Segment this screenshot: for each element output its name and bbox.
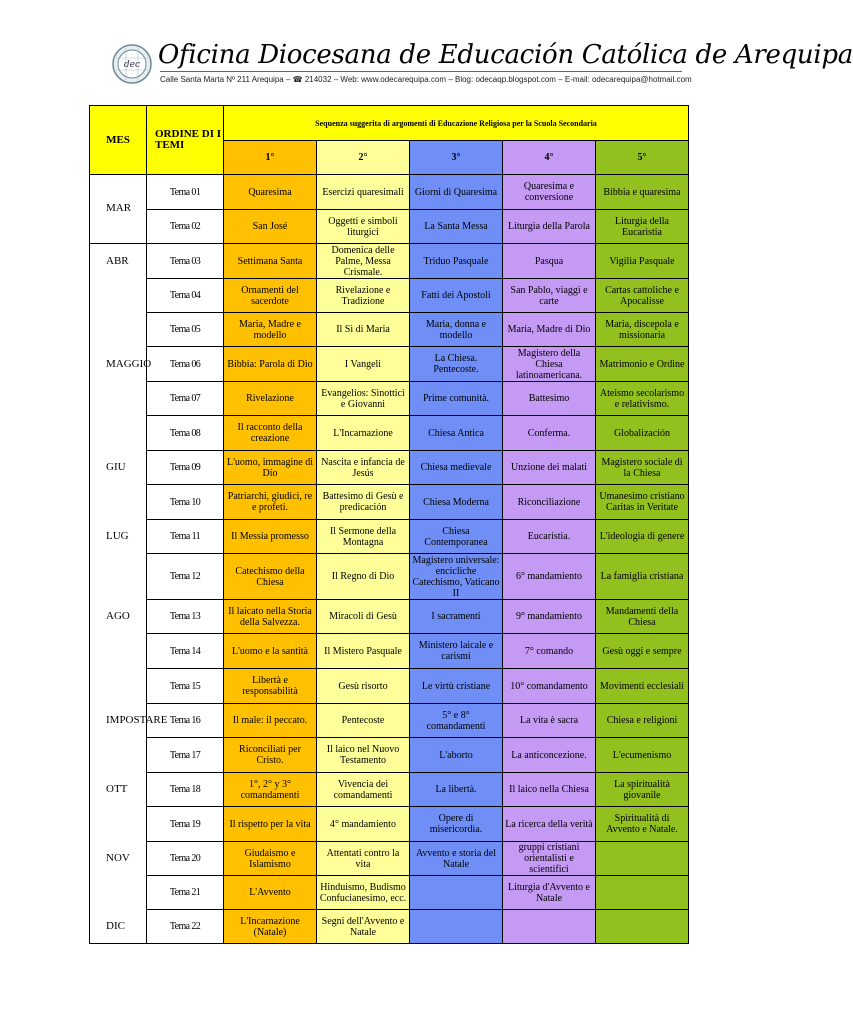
topic-cell-grade-2: 4° mandamiento [317,807,410,842]
topic-cell-grade-3: L'aborto [410,738,503,773]
topic-cell-grade-3: Le virtù cristiane [410,669,503,704]
table-row [90,634,689,669]
sequence-header: Sequenza suggerita di argomenti di Educazione Religiosa per la Scuola Secondaria [224,106,689,141]
topic-cell-grade-3: Prime comunità. [410,382,503,416]
topic-cell-grade-5: Maria, discepola e missionaria [596,313,689,347]
topic-cell-grade-4: gruppi cristiani orientalisti e scientifici [503,842,596,876]
topic-cell-grade-3: La libertà. [410,773,503,807]
topic-cell-grade-3: La Chiesa. Pentecoste. [410,347,503,382]
topic-cell-grade-2: Il Sermone della Montagna [317,520,410,554]
topic-cell-grade-3: Magistero universale: encicliche Catechismo, Vaticano II [410,554,503,600]
table-row [90,175,689,210]
topic-cell-grade-5: Umanesimo cristiano Caritas in Veritate [596,485,689,520]
table-row [90,738,689,773]
topic-cell-grade-5: Bibbia e quaresima [596,175,689,210]
tema-cell: Tema 14 [147,634,224,669]
topic-cell-grade-1: Libertà e responsabilità [224,669,317,704]
topic-cell-grade-2: Esercizi quaresimali [317,175,410,210]
month-label: GIU [106,461,126,473]
topic-cell-grade-1: Il racconto della creazione [224,416,317,451]
tema-cell: Tema 03 [147,244,224,279]
table-row [90,842,689,876]
tema-cell: Tema 22 [147,910,224,944]
tema-cell: Tema 06 [147,347,224,382]
topic-cell-grade-4: 9° mandamiento [503,600,596,634]
month-label: ABR [106,254,129,267]
topic-cell-grade-1: L'Incarnazione (Natale) [224,910,317,944]
table-row [90,210,689,244]
month-label: MAGGIO [106,357,152,370]
table-row [90,520,689,554]
topic-cell-grade-5: Magistero sociale di la Chiesa [596,451,689,485]
odec-logo-icon [112,44,152,84]
table-row [90,876,689,910]
topic-cell-grade-5: Chiesa e religioni [596,704,689,738]
contact-line: Calle Santa Marta Nº 211 Arequipa – ☎ 214032 – Web: www.odecarequipa.com – Blog: odecaqp.blogspot.com – E-mail: odecarequipa@hotmail.com [160,75,692,84]
topic-cell-grade-3: Triduo Pasquale [410,244,503,279]
table-row [90,347,689,382]
topic-cell-grade-4: Pasqua [503,244,596,279]
topic-cell-grade-5: Liturgia della Eucaristia [596,210,689,244]
topic-cell-grade-4: La ricerca della verità [503,807,596,842]
topic-cell-grade-4: Riconciliazione [503,485,596,520]
topic-cell-grade-2: Rivelazione e Tradizione [317,279,410,313]
mes-header: MES [90,106,147,175]
office-title: Oficina Diocesana de Educación Católica de Arequipa [158,40,853,70]
month-label: AGO [106,610,130,622]
table-row [90,669,689,704]
topic-cell-grade-3: La Santa Messa [410,210,503,244]
topic-cell-grade-3: 5° e 8° comandamenti [410,704,503,738]
table-row [90,382,689,416]
topic-cell-grade-1: Il male: il peccato. [224,704,317,738]
topic-cell-grade-4: Liturgia della Parola [503,210,596,244]
grade-4-header: 4° [503,141,596,175]
topic-cell-grade-4: La anticoncezione. [503,738,596,773]
tema-cell: Tema 01 [147,175,224,210]
topic-cell-grade-2: Miracoli di Gesù [317,600,410,634]
topic-cell-grade-1: San José [224,210,317,244]
topic-cell-grade-2: Il Mistero Pasquale [317,634,410,669]
topic-cell-grade-2: I Vangeli [317,347,410,382]
month-label: LUG [106,530,129,542]
topic-cell-grade-3: Fatti dei Apostoli [410,279,503,313]
table-row [90,704,689,738]
topic-cell-grade-1: Rivelazione [224,382,317,416]
month-label: NOV [106,852,130,864]
topic-cell-grade-4: Maria, Madre di Dio [503,313,596,347]
topic-cell-grade-5: La spiritualità giovanile [596,773,689,807]
topic-cell-grade-3: Opere di misericordia. [410,807,503,842]
topic-cell-grade-4: Il laico nella Chiesa [503,773,596,807]
table-row [90,773,689,807]
topic-cell-grade-2: L'Incarnazione [317,416,410,451]
tema-cell: Tema 07 [147,382,224,416]
ordine-header: ORDINE DI I TEMI [147,106,224,175]
topic-cell-grade-3: Avvento e storia del Natale [410,842,503,876]
topic-cell-grade-4: Battesimo [503,382,596,416]
tema-cell: Tema 10 [147,485,224,520]
topic-cell-grade-5: L'ecumenismo [596,738,689,773]
tema-cell: Tema 05 [147,313,224,347]
table-row [90,244,689,279]
topic-cell-grade-3: Chiesa Antica [410,416,503,451]
topic-cell-grade-4: Eucaristia. [503,520,596,554]
tema-cell: Tema 21 [147,876,224,910]
tema-cell: Tema 13 [147,600,224,634]
svg-text:dec: dec [123,60,141,70]
topic-cell-grade-1: Riconciliati per Cristo. [224,738,317,773]
topic-cell-grade-1: Catechismo della Chiesa [224,554,317,600]
tema-cell: Tema 04 [147,279,224,313]
topic-cell-grade-2: Hinduismo, Budismo Confucianesimo, ecc. [317,876,410,910]
table-row [90,807,689,842]
grade-5-header: 5° [596,141,689,175]
tema-cell: Tema 20 [147,842,224,876]
table-row [90,451,689,485]
topic-cell-grade-3: Giorni di Quaresima [410,175,503,210]
tema-cell: Tema 19 [147,807,224,842]
topic-cell-grade-2: Oggetti e simboli liturgici [317,210,410,244]
table-row [90,416,689,451]
table-row [90,485,689,520]
table-row [90,554,689,600]
topic-cell-grade-1: Il laicato nella Storia della Salvezza. [224,600,317,634]
tema-cell: Tema 18 [147,773,224,807]
topic-cell-grade-5 [596,876,689,910]
tema-cell: Tema 11 [147,520,224,554]
topic-cell-grade-2: Gesù risorto [317,669,410,704]
table-row [90,279,689,313]
tema-cell: Tema 02 [147,210,224,244]
grade-1-header: 1° [224,141,317,175]
topic-cell-grade-3: Maria, donna e modello [410,313,503,347]
topic-cell-grade-2: Il laico nel Nuovo Testamento [317,738,410,773]
topic-cell-grade-2: Il Regno di Dio [317,554,410,600]
topic-cell-grade-1: Bibbia: Parola di Dio [224,347,317,382]
topic-cell-grade-5: Matrimonio e Ordine [596,347,689,382]
topic-cell-grade-2: Segni dell'Avvento e Natale [317,910,410,944]
month-column-mar [90,175,147,244]
letterhead [112,40,853,92]
tema-cell: Tema 17 [147,738,224,773]
topic-cell-grade-4: 10° comandamento [503,669,596,704]
topic-cell-grade-4: Conferma. [503,416,596,451]
tema-cell: Tema 15 [147,669,224,704]
curriculum-table [89,105,689,944]
grade-2-header: 2° [317,141,410,175]
header-divider [160,71,682,72]
topic-cell-grade-3: Chiesa Moderna [410,485,503,520]
topic-cell-grade-2: Vivencia dei comandamenti [317,773,410,807]
topic-cell-grade-1: Il rispetto per la vita [224,807,317,842]
topic-cell-grade-4: Liturgia d'Avvento e Natale [503,876,596,910]
topic-cell-grade-4: La vita è sacra [503,704,596,738]
topic-cell-grade-2: Attentati contro la vita [317,842,410,876]
topic-cell-grade-4: San Pablo, viaggi e carte [503,279,596,313]
topic-cell-grade-3: Chiesa medievale [410,451,503,485]
topic-cell-grade-1: L'uomo e la santità [224,634,317,669]
month-label: IMPOSTARE [106,714,168,726]
topic-cell-grade-2: Evangelios: Sinottici e Giovanni [317,382,410,416]
topic-cell-grade-5: La famiglia cristiana [596,554,689,600]
topic-cell-grade-2: Battesimo di Gesù e predicación [317,485,410,520]
topic-cell-grade-3: Ministero laicale e carismi [410,634,503,669]
topic-cell-grade-1: Giudaismo e Islamismo [224,842,317,876]
topic-cell-grade-5: Movimenti ecclesiali [596,669,689,704]
topic-cell-grade-1: Ornamenti del sacerdote [224,279,317,313]
tema-cell: Tema 08 [147,416,224,451]
topic-cell-grade-1: 1°, 2° y 3° comandamenti [224,773,317,807]
tema-cell: Tema 12 [147,554,224,600]
topic-cell-grade-2: Nascita e infancia de Jesús [317,451,410,485]
topic-cell-grade-2: Il Sì di Maria [317,313,410,347]
table-row [90,600,689,634]
topic-cell-grade-5: Gesù oggi e sempre [596,634,689,669]
topic-cell-grade-1: Patriarchi, giudici, re e profeti. [224,485,317,520]
month-label: OTT [106,783,128,795]
topic-cell-grade-4: Magistero della Chiesa latinoamericana. [503,347,596,382]
topic-cell-grade-4: Quaresima e conversione [503,175,596,210]
month-column [90,244,168,944]
topic-cell-grade-5: Vigilia Pasquale [596,244,689,279]
topic-cell-grade-5 [596,910,689,944]
topic-cell-grade-3 [410,876,503,910]
topic-cell-grade-4: Unzione dei malati [503,451,596,485]
topic-cell-grade-4 [503,910,596,944]
topic-cell-grade-1: Il Messia promesso [224,520,317,554]
topic-cell-grade-5: Mandamenti della Chiesa [596,600,689,634]
month-label: MAR [106,202,132,214]
topic-cell-grade-1: L'Avvento [224,876,317,910]
grade-3-header: 3° [410,141,503,175]
tema-cell: Tema 16 [147,704,224,738]
topic-cell-grade-5: Spiritualità di Avvento e Natale. [596,807,689,842]
topic-cell-grade-2: Pentecoste [317,704,410,738]
topic-cell-grade-4: 7° comando [503,634,596,669]
topic-cell-grade-5: Globalización [596,416,689,451]
topic-cell-grade-3 [410,910,503,944]
topic-cell-grade-5 [596,842,689,876]
topic-cell-grade-1: Maria, Madre e modello [224,313,317,347]
tema-cell: Tema 09 [147,451,224,485]
topic-cell-grade-4: 6° mandamiento [503,554,596,600]
topic-cell-grade-1: Settimana Santa [224,244,317,279]
topic-cell-grade-5: L'ideologia di genere [596,520,689,554]
table-row [90,910,689,944]
topic-cell-grade-3: I sacramenti [410,600,503,634]
topic-cell-grade-1: Quaresima [224,175,317,210]
topic-cell-grade-1: L'uomo, immagine di Dio [224,451,317,485]
topic-cell-grade-2: Domenica delle Palme, Messa Crismale. [317,244,410,279]
topic-cell-grade-3: Chiesa Contemporanea [410,520,503,554]
month-label: DIC [106,920,125,932]
topic-cell-grade-5: Ateismo secolarismo e relativismo. [596,382,689,416]
table-row [90,313,689,347]
topic-cell-grade-5: Cartas cattoliche e Apocalisse [596,279,689,313]
